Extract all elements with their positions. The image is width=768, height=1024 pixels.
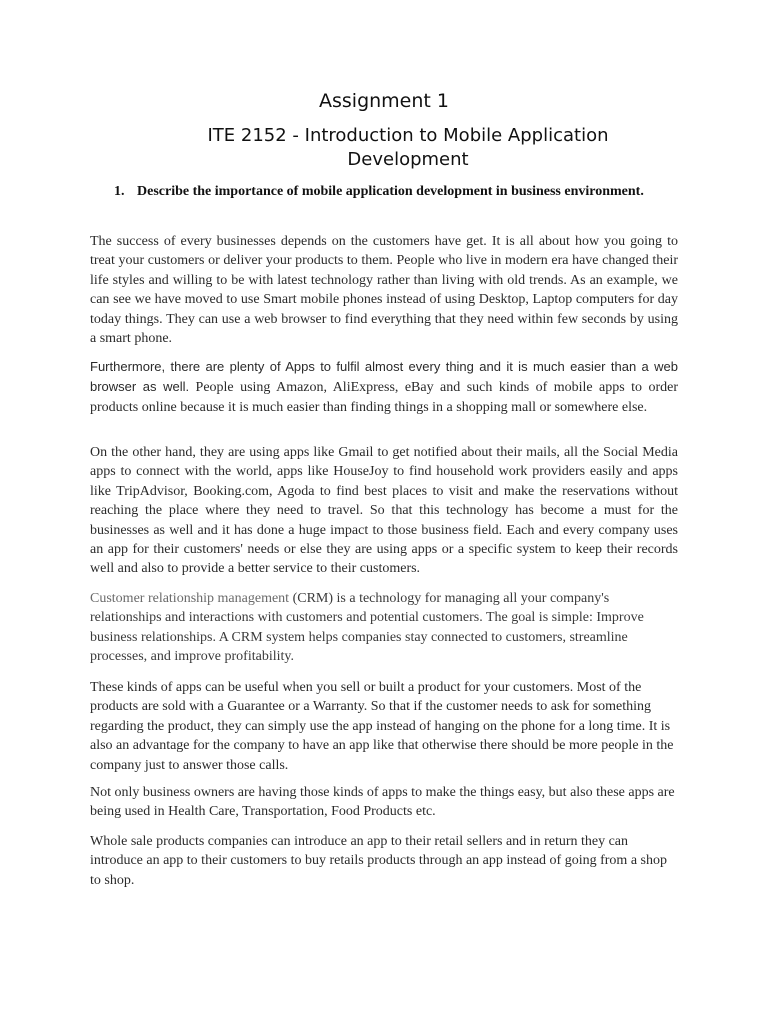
course-subtitle: ITE 2152 - Introduction to Mobile Application Development [207,125,609,170]
paragraph-4 [90,589,678,667]
page-title: Assignment 1 [319,90,449,112]
paragraph-7: Whole sale products companies can introduce an app to their retail sellers and in return they can introduce an app to their customers to buy retails products through an app instead of going from a shop to shop. [90,834,667,888]
question-text: Describe the importance of mobile application development in business environment. [137,184,644,199]
paragraph-2 [90,357,678,417]
question-item [114,182,678,201]
paragraph-5: These kinds of apps can be useful when you sell or built a product for your customers. Most of the products are sold with a Guarantee or a Warranty. So that if the customer needs to ask for something regarding the product, they can simply use the app instead of hanging on the phone for a long time. It is also an advantage for the company to have an app like that otherwise there should be more people in the company just to answer those calls. [90,680,674,773]
paragraph-1: The success of every businesses depends on the customers have get. It is all about how you going to treat your customers or deliver your products to them. People who live in modern era have changed their life styles and willing to be with latest technology rather than living with old trends. As an example, we can see we have moved to use Smart mobile phones instead of using Desktop, Laptop computers for day today things. They can use a web browser to find everything that they need within few seconds by using a smart phone. [90,234,678,347]
paragraph-3: On the other hand, they are using apps like Gmail to get notified about their mails, all the Social Media apps to connect with the world, apps like HouseJoy to find household work providers easily and apps like TripAdvisor, Booking.com, Agoda to find best places to visit and make the reservations without reaching the place where they need to travel. So that this technology has become a must for the businesses as well and it has done a huge impact to those business field. Each and every company uses an app for their customers' needs or else they are using apps or a specific system to keep their records well and also to provide a better service to their customers. [90,445,678,577]
paragraph-2-intro: Furthermore, there are plenty of Apps to fulfil almost every thing and it is much easier than a web browser as well. [90,359,678,395]
paragraph-6: Not only business owners are having those kinds of apps to make the things easy, but also these apps are being used in Health Care, Transportation, Food Products etc. [90,785,675,820]
paragraph-2-rest: People using Amazon, AliExpress, eBay and such kinds of mobile apps to order products online because it is much easier than finding things in a shopping mall or somewhere else. [90,380,679,415]
question-number: 1. [114,184,125,199]
paragraph-4-lead: Customer relationship management [90,591,290,606]
paragraph-4-rest: (CRM) is a technology for managing all your company's relationships and interactions with customers and potential customers. The goal is simple: Improve business relationships. A CRM system helps companies stay connected to customers, streamline processes, and improve profitability. [90,591,644,665]
